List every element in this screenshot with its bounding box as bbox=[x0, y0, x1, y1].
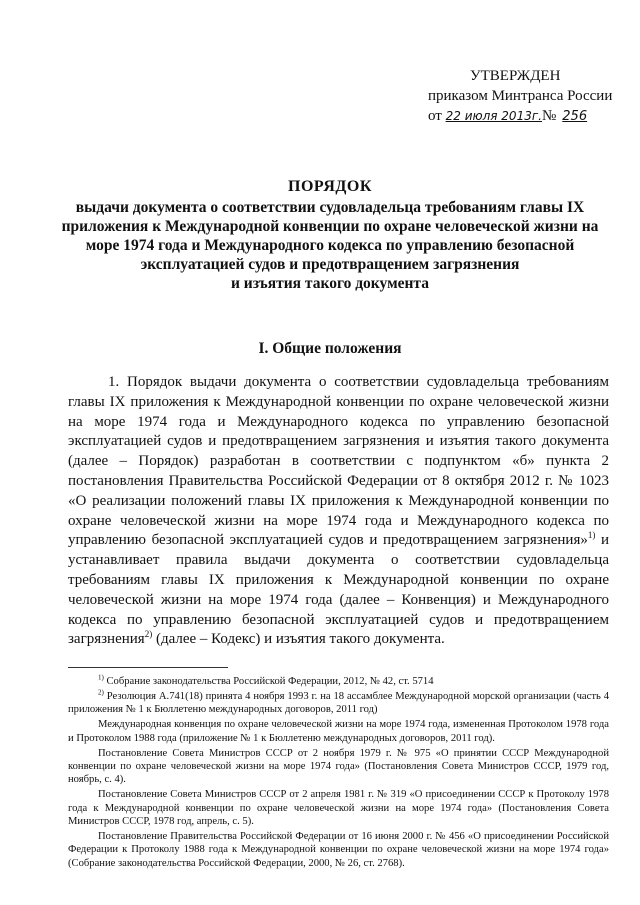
footnote-text: Резолюция A.741(18) принята 4 ноября 1993 г. на 18 ассамблее Международной морской организации (часть 4 приложения № 1 к Бюллетеню международных договоров, 2011 год) bbox=[68, 690, 609, 716]
footnote-ref-2: 2) bbox=[144, 629, 153, 640]
footnote-item bbox=[68, 830, 609, 870]
paragraph-1-part-b: и устанавливает правила выдачи документа о соответствии судовладельца требованиям главы IX приложения к Международной конвенции по охране человеческой жизни на море 1974 года (далее – Конвенция) и Международного кодекса по управлению безопасной эксплуатацией судов и предотвращением загрязнения bbox=[68, 532, 609, 648]
approval-number-label: № bbox=[541, 108, 557, 124]
approval-title: УТВЕРЖДЕН bbox=[470, 68, 561, 84]
footnote-item bbox=[68, 718, 609, 745]
paragraph-1-part-a: 1. Порядок выдачи документа о соответствии судовладельца требованиям главы IX приложения к Международной конвенции по охране человеческой жизни на море 1974 года и Международного кодекса по управлению безопасной эксплуатацией судов и предотвращением загрязнения и изъятия такого документа (далее – Порядок) разработан в соответствии с подпунктом «б» пункта 2 постановления Правительства Российской Федерации от 8 октября 2012 г. № 1023 «О реализации положений главы IX приложения к Международной конвенции по охране человеческой жизни на море 1974 года и Международного кодекса по управлению безопасной эксплуатацией судов и предотвращением загрязнения» bbox=[68, 374, 609, 549]
approval-order-line: приказом Минтранса России bbox=[428, 88, 613, 104]
footnote-item bbox=[68, 690, 609, 717]
document-title-line: эксплуатацией судов и предотвращением загрязнения bbox=[140, 256, 520, 273]
footnote-text: Постановление Правительства Российской Федерации от 16 июня 2000 г. № 456 «О присоединении Российской Федерации к Протоколу 1988 года к Международной конвенции по охране человеческой жизни на море 1974 года» (Собрание законодательства Российской Федерации, 2000, № 26, ст. 2768). bbox=[68, 830, 609, 869]
footnote-mark: 2) bbox=[98, 688, 104, 697]
footnote-item bbox=[68, 675, 609, 688]
footnote-text: Международная конвенция по охране человеческой жизни на море 1974 года, измененная Протоколом 1978 года и Протоколом 1988 года (приложение № 1 к Бюллетеню международных договоров, 2011 год). bbox=[68, 719, 609, 744]
document-title-line: и изъятия такого документа bbox=[230, 275, 429, 292]
footnote-text: Постановление Совета Министров СССР от 2 ноября 1979 г. № 975 «О принятии СССР Международной конвенции по охране человеческой жизни на море 1974 года» (Постановления Совета Министров СССР, 1979 год, ноябрь, с. 4). bbox=[68, 747, 609, 786]
approval-date-line bbox=[420, 106, 630, 127]
approval-date-prefix: от bbox=[428, 108, 442, 124]
footnote-text: Постановление Совета Министров СССР от 2 апреля 1981 г. № 319 «О присоединении СССР к Протоколу 1978 года к Международной конвенции по охране человеческой жизни на море 1974 года» (Постановления Совета Министров СССР, 1978 год, апрель, с. 5). bbox=[68, 789, 609, 828]
approval-stamp bbox=[420, 66, 630, 127]
footnote-item bbox=[68, 788, 609, 828]
footnotes bbox=[68, 675, 609, 872]
approval-number-handwritten: 256 bbox=[562, 109, 588, 124]
footnote-mark: 1) bbox=[98, 673, 104, 682]
document-title bbox=[60, 177, 600, 293]
footnote-text: Собрание законодательства Российской Федерации, 2012, № 42, ст. 5714 bbox=[103, 676, 434, 687]
body-text bbox=[68, 373, 609, 650]
paragraph-1 bbox=[68, 373, 609, 650]
document-title-line: море 1974 года и Международного кодекса по управлению безопасной bbox=[85, 237, 575, 254]
section-title: I. Общие положения bbox=[258, 340, 402, 357]
document-title-line: выдачи документа о соответствии судовладельца требованиям главы IX bbox=[75, 199, 585, 216]
paragraph-1-part-c: (далее – Кодекс) и изъятия такого документа. bbox=[152, 631, 445, 648]
footnote-divider bbox=[68, 667, 228, 668]
approval-date-handwritten: 22 июля 2013г. bbox=[445, 109, 542, 123]
footnote-ref-1: 1) bbox=[587, 530, 596, 541]
document-title-line: приложения к Международной конвенции по охране человеческой жизни на bbox=[61, 218, 599, 235]
document-title-heading: ПОРЯДОК bbox=[288, 178, 372, 195]
footnote-item bbox=[68, 747, 609, 787]
